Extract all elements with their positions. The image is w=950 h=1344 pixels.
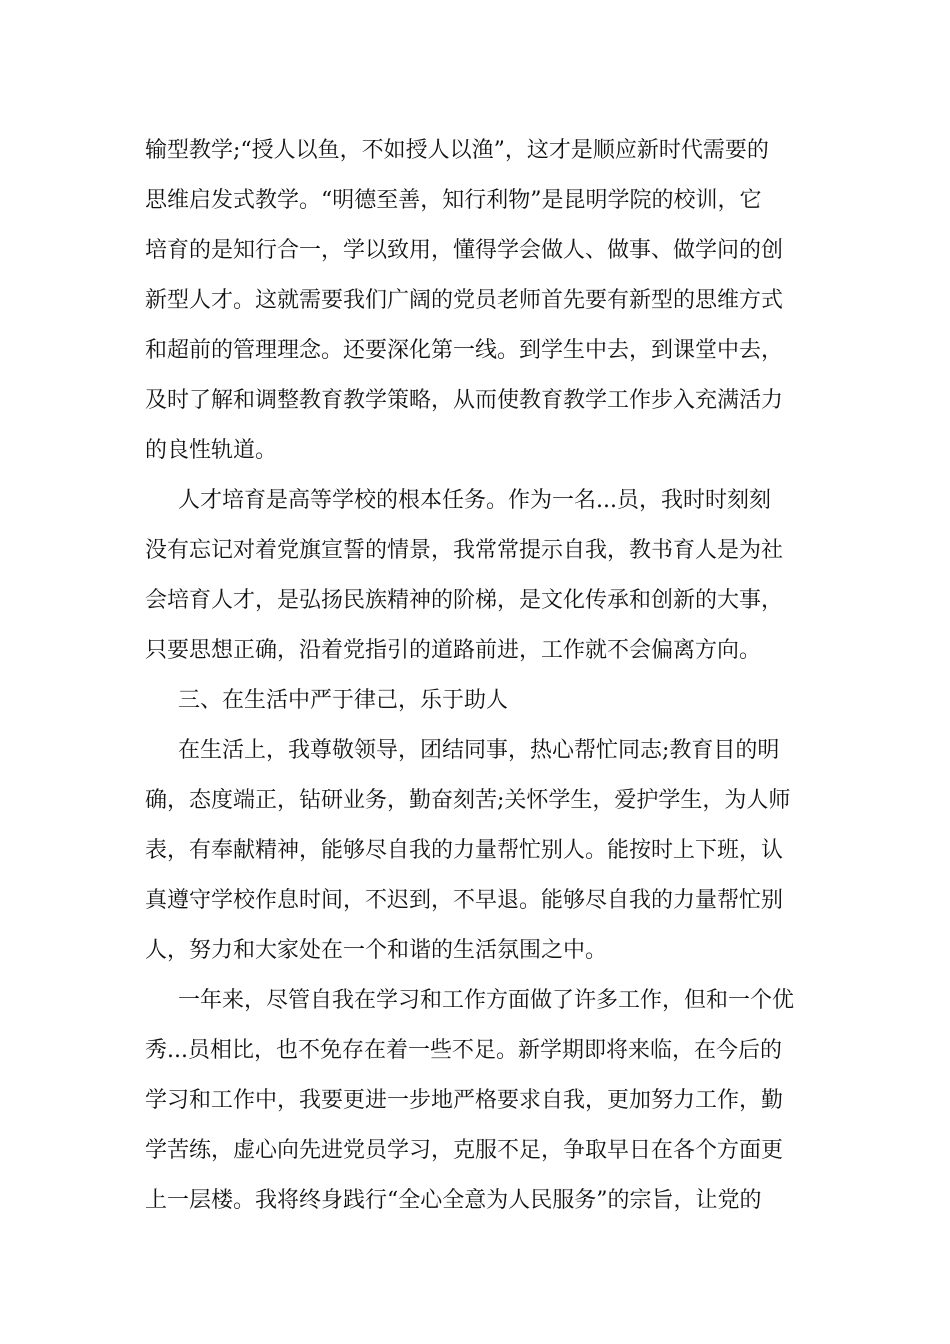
document-body: [145, 126, 805, 1226]
paragraph-start-line: 人才培育是高等学校的根本任务。作为一名...员，我时时刻刻: [178, 488, 771, 513]
text-line: 思维启发式教学。“明德至善，知行利物”是昆明学院的校训，它: [145, 188, 762, 213]
text-line: 及时了解和调整教育教学策略，从而使教育教学工作步入充满活力: [145, 388, 784, 413]
text-line: 人，努力和大家处在一个和谐的生活氛围之中。: [145, 938, 608, 963]
paragraph-start-line: 在生活上，我尊敬领导，团结同事，热心帮忙同志;教育目的明: [178, 738, 780, 763]
text-line: 培育的是知行合一，学以致用，懂得学会做人、做事、做学问的创: [145, 238, 784, 263]
text-line: 秀...员相比，也不免存在着一些不足。新学期即将来临，在今后的: [145, 1038, 782, 1063]
text-line: 新型人才。这就需要我们广阔的党员老师首先要有新型的思维方式: [145, 288, 784, 313]
text-line: 确，态度端正，钻研业务，勤奋刻苦;关怀学生，爱护学生，为人师: [145, 788, 791, 813]
text-line: 真遵守学校作息时间，不迟到，不早退。能够尽自我的力量帮忙别: [145, 888, 784, 913]
text-line: 表，有奉献精神，能够尽自我的力量帮忙别人。能按时上下班，认: [145, 838, 784, 863]
text-line: 的良性轨道。: [145, 438, 278, 463]
text-line: 学习和工作中，我要更进一步地严格要求自我，更加努力工作，勤: [145, 1088, 784, 1113]
text-line: 上一层楼。我将终身践行“全心全意为人民服务”的宗旨，让党的: [145, 1188, 762, 1213]
text-line: 学苦练，虚心向先进党员学习，克服不足，争取早日在各个方面更: [145, 1138, 784, 1163]
text-line: 会培育人才，是弘扬民族精神的阶梯，是文化传承和创新的大事，: [145, 588, 784, 613]
text-line: 输型教学;“授人以鱼，不如授人以渔”，这才是顺应新时代需要的: [145, 138, 769, 163]
paragraph-start-line: 一年来，尽管自我在学习和工作方面做了许多工作，但和一个优: [178, 988, 795, 1013]
section-heading: 三、在生活中严于律己，乐于助人: [178, 688, 509, 713]
text-line: 只要思想正确，沿着党指引的道路前进，工作就不会偏离方向。: [145, 638, 762, 663]
text-line: 和超前的管理理念。还要深化第一线。到学生中去，到课堂中去，: [145, 338, 784, 363]
text-line: 没有忘记对着党旗宣誓的情景，我常常提示自我，教书育人是为社: [145, 538, 784, 563]
